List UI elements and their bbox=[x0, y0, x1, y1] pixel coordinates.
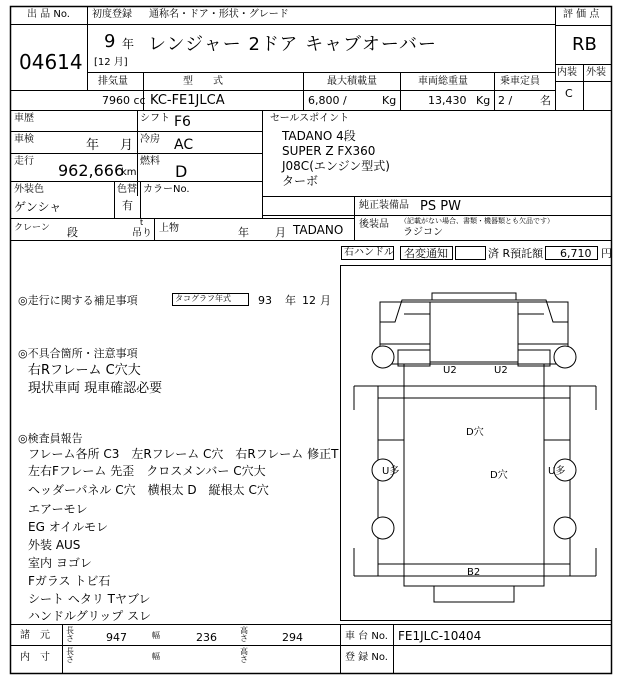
inspector-line: シート ヘタリ Tヤブレ bbox=[28, 592, 151, 606]
sales-point-item: TADANO 4段 bbox=[282, 129, 356, 143]
inspector-line: フレーム各所 C3 左Rフレーム C穴 右Rフレーム 修正T bbox=[28, 447, 339, 461]
crane-stage-unit: 段 bbox=[67, 226, 78, 239]
max-load-unit: Kg bbox=[382, 94, 397, 107]
damage-mark: U多 bbox=[548, 466, 566, 477]
ac-value: AC bbox=[174, 137, 194, 153]
rating-label: 評 価 点 bbox=[563, 9, 600, 20]
sales-point-item: SUPER Z FX360 bbox=[282, 144, 376, 158]
crane-label: クレーン bbox=[14, 223, 50, 233]
mileage-value: 962,666 bbox=[58, 161, 125, 180]
inspector-line: エアーモレ bbox=[28, 502, 88, 516]
interior-grade: C bbox=[565, 87, 573, 100]
fuel-value: D bbox=[175, 162, 188, 181]
capacity-unit: 名 bbox=[540, 94, 551, 107]
aftermarket-label: 後装品 bbox=[359, 219, 389, 230]
capacity-label: 乗車定員 bbox=[500, 76, 540, 87]
truck-diagram bbox=[354, 293, 596, 602]
max-load-value: 6,800 / bbox=[308, 94, 347, 107]
recycle-unit: 円 bbox=[601, 247, 612, 260]
damage-mark: D穴 bbox=[466, 427, 484, 438]
displacement-label: 排気量 bbox=[98, 76, 128, 87]
interior-label: 内装 bbox=[557, 67, 577, 78]
vin-value: FE1JLC-10404 bbox=[398, 629, 482, 643]
tachograph-year-unit: 年 bbox=[285, 294, 296, 307]
damage-mark: U2 bbox=[443, 365, 457, 376]
damage-mark: U多 bbox=[382, 466, 400, 477]
sales-points-label: セールスポイント bbox=[270, 113, 350, 124]
exterior-color-label: 外装色 bbox=[14, 184, 44, 195]
color-change-label: 色替 bbox=[117, 184, 137, 195]
name-change-label: 名変通知 bbox=[404, 247, 448, 260]
inspection-month-unit: 月 bbox=[120, 138, 134, 153]
upper-body-value: TADANO bbox=[293, 223, 344, 237]
history-label: 車歴 bbox=[14, 113, 34, 124]
max-load-label: 最大積載量 bbox=[327, 76, 377, 87]
mileage-label: 走行 bbox=[14, 156, 34, 167]
upper-body-month-unit: 月 bbox=[275, 226, 286, 239]
lot-number: 04614 bbox=[19, 50, 83, 74]
inspector-line: ヘッダーパネル C穴 横根太 D 縦根太 C穴 bbox=[28, 483, 269, 497]
sales-point-item: J08C(エンジン型式) bbox=[282, 159, 390, 173]
color-change-value: 有 bbox=[122, 199, 133, 212]
car-name-label: 通称名・ドア・形状・グレード bbox=[149, 9, 289, 20]
ac-label: 冷房 bbox=[140, 134, 160, 145]
tachograph-label: タコグラフ年式 bbox=[175, 294, 231, 303]
height-label: 高さ bbox=[240, 626, 248, 643]
defect-item: 右Rフレーム C穴大 bbox=[28, 363, 141, 378]
inner-height-label: 高さ bbox=[240, 647, 248, 664]
registration-month: [12 月] bbox=[94, 57, 128, 68]
inspector-line: 外装 AUS bbox=[28, 538, 81, 552]
damage-mark: U2 bbox=[494, 365, 508, 376]
length-value: 947 bbox=[106, 631, 127, 644]
inspector-line: 左右Fフレーム 先歪 クロスメンバー C穴大 bbox=[28, 464, 266, 478]
shift-value: F6 bbox=[174, 114, 191, 130]
inspector-line: Fガラス トビ石 bbox=[28, 574, 111, 588]
tachograph-month-unit: 月 bbox=[320, 294, 331, 307]
vin-label: 車 台 No. bbox=[345, 631, 388, 642]
displacement-value: 7960 cc bbox=[102, 94, 146, 107]
gross-weight-label: 車両総重量 bbox=[418, 76, 468, 87]
dimensions-label: 諸 元 bbox=[20, 630, 50, 641]
mileage-unit: km bbox=[121, 167, 137, 178]
registration-number-label: 登 録 No. bbox=[345, 652, 388, 663]
length-label: 長さ bbox=[66, 626, 74, 643]
tachograph-month: 12 bbox=[302, 294, 316, 307]
genuine-equipment-value: PS PW bbox=[420, 199, 461, 214]
gross-weight-value: 13,430 bbox=[428, 94, 467, 107]
sales-point-item: ターボ bbox=[282, 174, 319, 188]
aftermarket-value: ラジコン bbox=[403, 227, 443, 238]
inspector-line: ハンドルグリップ スレ bbox=[28, 609, 152, 623]
crane-lift-word: 吊り bbox=[132, 228, 152, 239]
registration-year: 9 bbox=[104, 31, 116, 52]
gross-weight-unit: Kg bbox=[476, 94, 491, 107]
inner-dimensions-label: 内 寸 bbox=[20, 652, 50, 663]
car-name: レンジャー 2ドア キャブオーバー bbox=[148, 34, 438, 55]
lot-label: 出 品 No. bbox=[27, 9, 70, 20]
defect-item: 現状車両 現車確認必要 bbox=[28, 381, 163, 396]
first-registration-label: 初度登録 bbox=[92, 9, 132, 20]
inspection-year-unit: 年 bbox=[86, 138, 100, 153]
fuel-label: 燃料 bbox=[140, 156, 160, 167]
color-number-label: カラーNo. bbox=[143, 184, 190, 195]
inspector-line: EG オイルモレ bbox=[28, 520, 109, 534]
tachograph-year: 93 bbox=[258, 294, 272, 307]
registration-year-unit: 年 bbox=[122, 37, 135, 51]
damage-mark: D穴 bbox=[490, 470, 508, 481]
exterior-label: 外装 bbox=[586, 67, 606, 78]
model-label: 型 式 bbox=[183, 76, 223, 87]
capacity-value: 2 / bbox=[498, 94, 513, 107]
upper-body-year-unit: 年 bbox=[238, 226, 249, 239]
upper-body-label: 上物 bbox=[159, 223, 179, 234]
shift-label: シフト bbox=[140, 113, 170, 124]
width-label: 幅 bbox=[152, 631, 160, 640]
height-value: 294 bbox=[282, 631, 303, 644]
exterior-color-value: ゲンシャ bbox=[14, 200, 62, 214]
supplement-label: ◎走行に関する補足事項 bbox=[18, 294, 138, 307]
genuine-equipment-label: 純正装備品 bbox=[359, 200, 409, 211]
defects-label: ◎不具合箇所・注意事項 bbox=[18, 347, 138, 360]
steering-label: 右ハンドル bbox=[344, 247, 394, 258]
rating-value: RB bbox=[572, 34, 597, 55]
inner-width-label: 幅 bbox=[152, 652, 160, 661]
crane-lift-unit: t bbox=[140, 218, 144, 227]
width-value: 236 bbox=[196, 631, 217, 644]
model-value: KC-FE1JLCA bbox=[150, 93, 225, 108]
inspector-report-label: ◎検査員報告 bbox=[18, 432, 83, 445]
inner-length-label: 長さ bbox=[66, 647, 74, 664]
recycle-amount: 6,710 bbox=[560, 247, 592, 260]
aftermarket-note: （記載がない場合、書類・機器類とも欠品です） bbox=[400, 217, 554, 225]
recycle-label: 済 R預託額 bbox=[488, 247, 544, 260]
damage-mark: B2 bbox=[467, 567, 481, 578]
inspector-line: 室内 ヨゴレ bbox=[28, 556, 92, 570]
inspection-label: 車検 bbox=[14, 134, 34, 145]
